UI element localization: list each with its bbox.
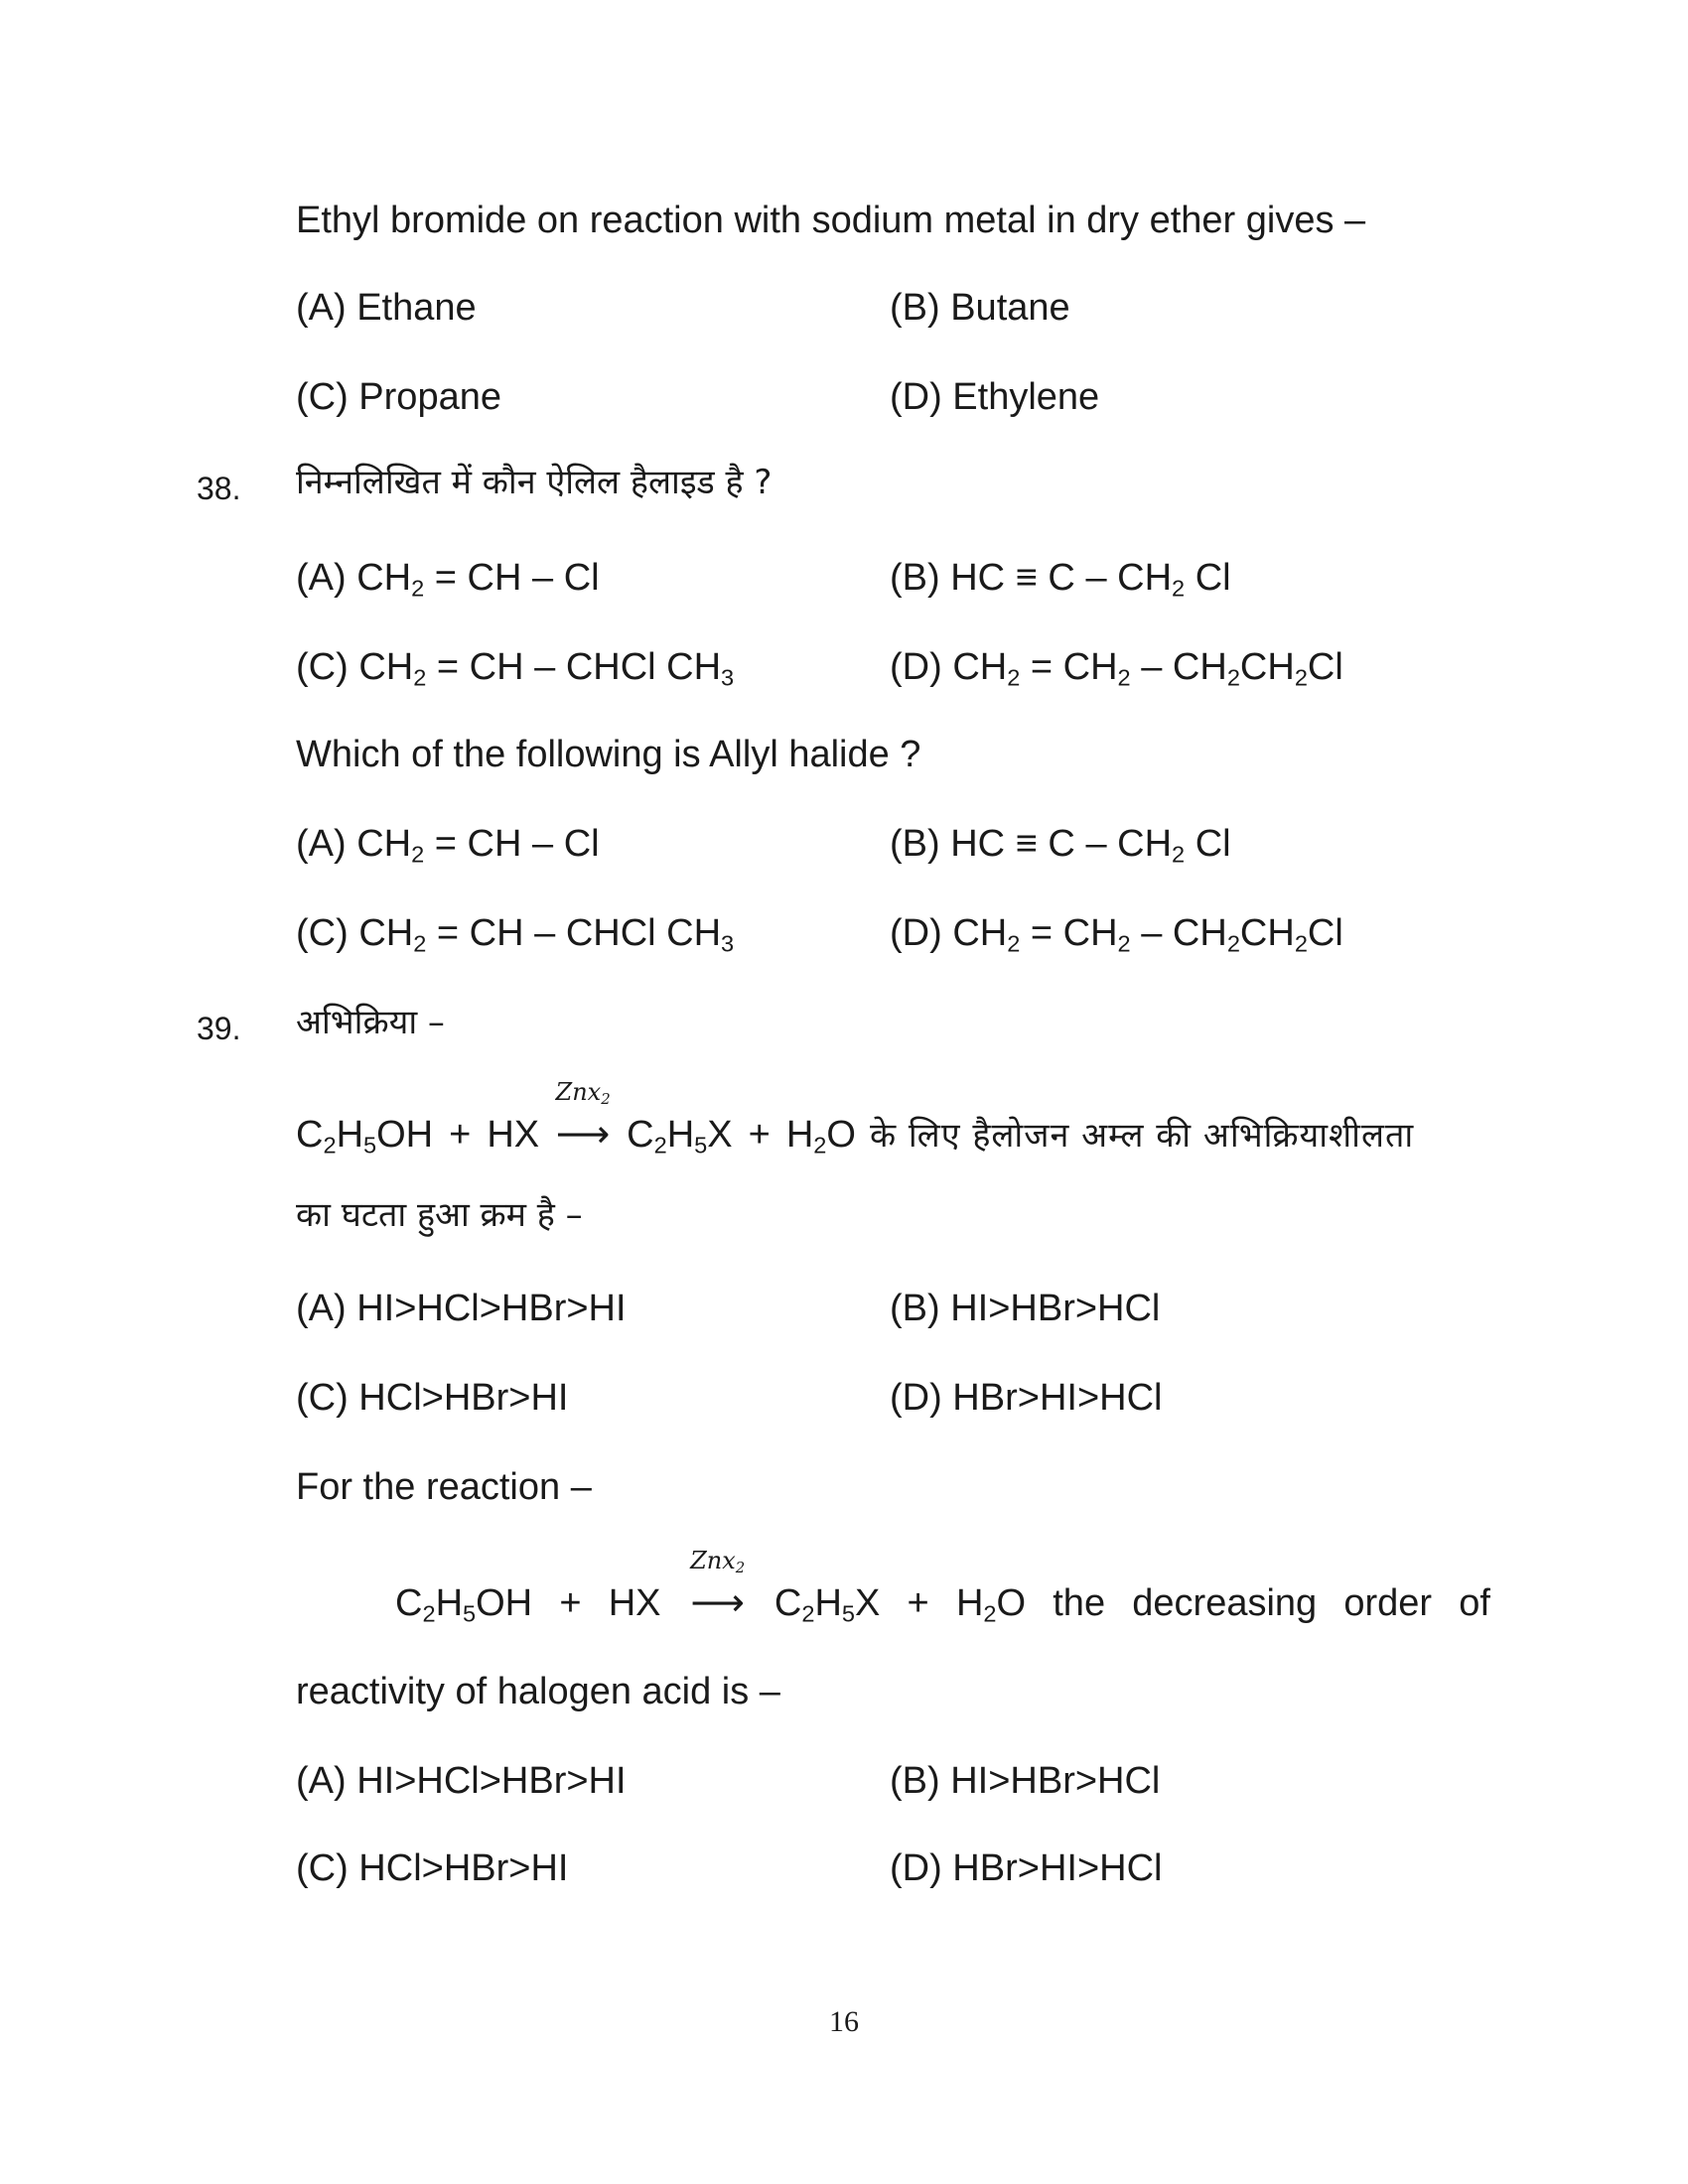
catalyst-label: Znx$_2$ [555,1078,611,1109]
q39-hi-option-b: (B) HI>HBr>HCl [890,1288,1161,1329]
q38-hi-option-a: (A) $CH_2$ = CH – Cl [296,557,600,602]
q39-en-option-b: (B) HI>HBr>HCl [890,1760,1161,1802]
q39-en-option-c: (C) HCl>HBr>HI [296,1847,569,1889]
q39-hi-option-c: (C) HCl>HBr>HI [296,1377,569,1419]
product-ethyl-halide: $C_2H_5X$ [627,1114,733,1159]
q39-hi-option-d: (D) HBr>HI>HCl [890,1377,1163,1419]
q38-hi-option-d: (D) $CH_2 = CH_2 - CH_2CH_2Cl$ [890,646,1343,691]
q38-en-option-b: (B) HC ≡ C – $CH_2$ Cl [890,823,1231,868]
q39-hi-reaction-line: $C_2H_5OH$ + HX Znx$_2$ ⟶ $C_2H_5X$ + $H_2O$ के लिए हैलोजन अम्ल की अभिक्रियाशीलता [296,1078,1415,1159]
q38-en-option-c: (C) $CH_2$ = CH – CHCl $CH_3$ [296,912,735,957]
product-water: $H_2O$ [955,1582,1027,1627]
q37-stem: Ethyl bromide on reaction with sodium metal in dry ether gives – [296,200,1366,241]
q37-option-d: (D) Ethylene [890,376,1100,418]
product-ethyl-halide: $C_2H_5X$ [774,1582,881,1627]
q39-hi-option-a: (A) HI>HCl>HBr>HI [296,1288,627,1329]
q38-hi-option-b: (B) HC ≡ C – $CH_2$ Cl [890,557,1231,602]
q39-en-reaction-line: $C_2H_5OH$ + HX Znx$_2$ ⟶ $C_2H_5X$ + $H_2O$ the decreasing order of [395,1547,1490,1627]
reaction-arrow: Znx$_2$ ⟶ [553,1110,613,1159]
q38-en-option-d: (D) $CH_2 = CH_2 - CH_2CH_2Cl$ [890,912,1343,957]
q39-number: 39. [197,1011,241,1046]
q39-hi-line2: का घटता हुआ क्रम है – [296,1195,583,1235]
q38-hi-option-c: (C) $CH_2$ = CH – CHCl $CH_3$ [296,646,735,691]
q39-title-hindi: अभिक्रिया – [296,1003,445,1042]
q39-en-option-a: (A) HI>HCl>HBr>HI [296,1760,627,1802]
q38-en-option-a: (A) $CH_2$ = CH – Cl [296,823,600,868]
q39-en-option-d: (D) HBr>HI>HCl [890,1847,1163,1889]
reaction-arrow: Znx$_2$ ⟶ [688,1578,748,1627]
reactant-ethanol: $C_2H_5OH$ [296,1114,434,1159]
q37-option-c: (C) Propane [296,376,501,418]
q39-en-line2: reactivity of halogen acid is – [296,1671,780,1712]
page-number: 16 [829,2005,859,2038]
q38-stem-english: Which of the following is Allyl halide ? [296,734,921,775]
product-water: $H_2O$ [785,1114,856,1159]
q38-stem-hindi: निम्नलिखित में कौन ऐलिल हैलाइड है ? [296,463,773,502]
catalyst-label: Znx$_2$ [690,1547,746,1577]
reactant-ethanol: $C_2H_5OH$ [395,1582,533,1627]
q37-option-b: (B) Butane [890,287,1070,329]
q37-option-a: (A) Ethane [296,287,477,329]
q39-en-intro: For the reaction – [296,1466,592,1508]
q38-number: 38. [197,471,241,506]
